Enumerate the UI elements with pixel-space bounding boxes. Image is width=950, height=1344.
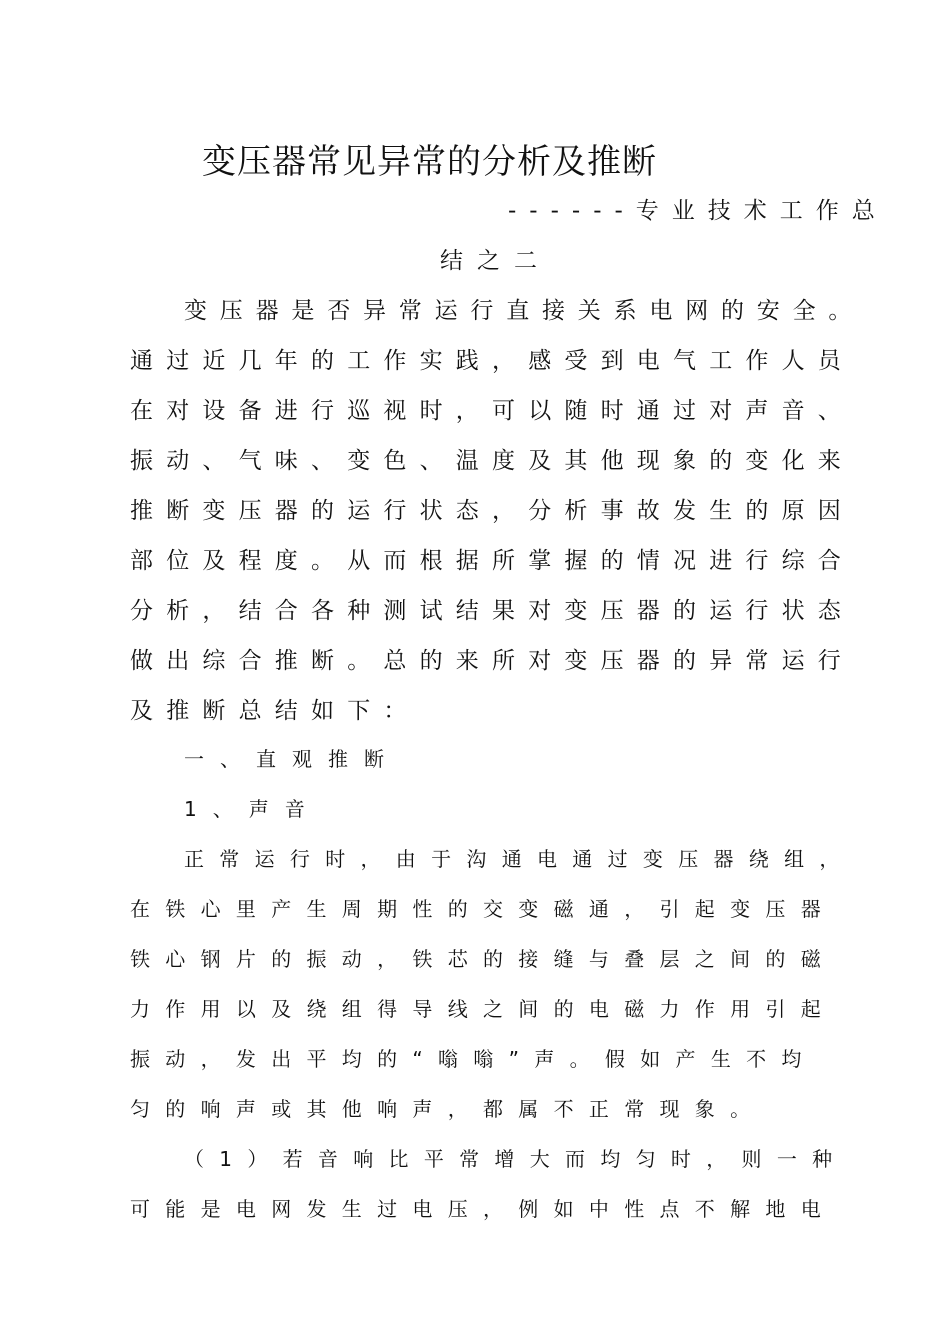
paragraph-line: 变压器是否异常运行直接关系电网的安全。 (184, 298, 865, 324)
paragraph-line: 部位及程度。从而根据所掌握的情况进行综合 (130, 548, 854, 574)
document-title: 变压器常见异常的分析及推断 (202, 142, 657, 182)
paragraph-line: 及推断总结如下： (130, 698, 420, 724)
paragraph-line: 匀的响声或其他响声，都属不正常现象。 (130, 1097, 766, 1121)
paragraph-line: 铁心钢片的振动，铁芯的接缝与叠层之间的磁 (130, 947, 836, 971)
paragraph-line: 做出综合推断。总的来所对变压器的异常运行 (130, 648, 854, 674)
paragraph-line: 在铁心里产生周期性的交变磁通，引起变压器 (130, 897, 836, 921)
paragraph-line: 力作用以及绕组得导线之间的电磁力作用引起 (130, 997, 836, 1021)
paragraph-line: 通过近几年的工作实践，感受到电气工作人员 (130, 348, 854, 374)
subsection-heading: 1、声音 (184, 797, 321, 821)
paragraph-line: 可能是电网发生过电压，例如中性点不解地电 (130, 1197, 836, 1221)
paragraph-line: 在对设备进行巡视时，可以随时通过对声音、 (130, 398, 854, 424)
subtitle-line-2: 结之二 (440, 248, 551, 274)
paragraph-line: （1）若音响比平常增大而均匀时，则一种 (184, 1147, 848, 1171)
paragraph-line: 振动、气味、变色、温度及其他现象的变化来 (130, 448, 854, 474)
paragraph-line: 推断变压器的运行状态，分析事故发生的原因 (130, 498, 854, 524)
paragraph-line: 正常运行时，由于沟通电通过变压器绕组， (184, 847, 855, 871)
subtitle-line-1: ------专业技术工作总 (508, 198, 888, 224)
paragraph-line: 分析，结合各种测试结果对变压器的运行状态 (130, 598, 854, 624)
section-heading: 一、直观推断 (184, 747, 400, 771)
paragraph-line: 振动，发出平均的“嗡嗡”声。假如产生不均 (130, 1047, 817, 1071)
